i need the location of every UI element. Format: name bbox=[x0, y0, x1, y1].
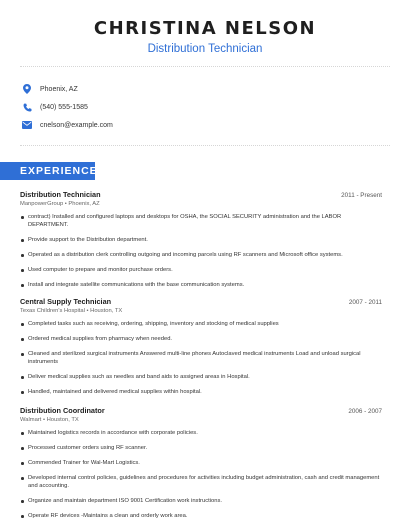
job-title: Central Supply Technician bbox=[20, 297, 112, 306]
job-entry bbox=[20, 190, 382, 296]
job-bullet: Handled, maintained and delivered medical supplies within hospital. bbox=[20, 388, 382, 396]
experience-heading: EXPERIENCE bbox=[0, 162, 95, 180]
candidate-name: CHRISTINA NELSON bbox=[93, 18, 317, 39]
job-dates: 2007 - 2011 bbox=[348, 299, 382, 306]
job-employer: Texas Children's Hospital • Houston, TX bbox=[20, 308, 123, 314]
contact-phone bbox=[22, 98, 113, 116]
job-bullet: Used computer to prepare and monitor purchase orders. bbox=[20, 266, 382, 274]
contact-location bbox=[22, 80, 113, 98]
job-bullets bbox=[20, 320, 382, 396]
job-bullet: Deliver medical supplies such as needles and band aids to assigned areas in Hospital. bbox=[20, 373, 382, 381]
phone-text: (540) 555-1585 bbox=[40, 103, 88, 111]
job-bullet: Processed customer orders using RF scanner. bbox=[20, 444, 382, 452]
candidate-title: Distribution Technician bbox=[147, 43, 263, 55]
job-bullet: Completed tasks such as receiving, ordering, shipping, inventory and stocking of medical supplies bbox=[20, 320, 382, 328]
job-dates: 2011 - Present bbox=[341, 192, 382, 199]
job-title: Distribution Technician bbox=[20, 190, 101, 199]
job-bullet: contract) Installed and configured laptops and desktops for OSHA, the SOCIAL SECURITY administration and the LABOR DEPARTMENT. bbox=[20, 213, 382, 229]
job-bullet: Organize and maintain department ISO 9001 Certification work instructions. bbox=[20, 497, 382, 505]
contact-divider bbox=[20, 145, 390, 146]
job-bullet: Install and integrate satellite communications with the base communication systems. bbox=[20, 281, 382, 289]
job-entry bbox=[20, 297, 382, 403]
job-employer: Walmart • Houston, TX bbox=[20, 417, 79, 423]
phone-icon bbox=[22, 102, 32, 112]
job-bullet: Cleaned and sterilized surgical instruments Answered multi-line phones Autoclaved medical instruments Load and unload surgical instruments bbox=[20, 350, 382, 366]
location-text: Phoenix, AZ bbox=[40, 85, 78, 93]
envelope-icon bbox=[22, 120, 32, 130]
contact-list bbox=[22, 80, 113, 134]
job-bullet: Developed internal control policies, guidelines and procedures for activities including budget administration, cash and credit management and accounting. bbox=[20, 474, 382, 490]
job-title: Distribution Coordinator bbox=[20, 406, 105, 415]
job-bullet: Operated as a distribution clerk controlling outgoing and incoming parcels using RF scanners and Microsoft office systems. bbox=[20, 251, 382, 259]
job-entry bbox=[20, 406, 382, 527]
job-employer: ManpowerGroup • Phoenix, AZ bbox=[20, 201, 100, 207]
job-bullet: Provide support to the Distribution department. bbox=[20, 236, 382, 244]
header-divider bbox=[20, 66, 390, 67]
job-bullet: Ordered medical supplies from pharmacy when needed. bbox=[20, 335, 382, 343]
job-bullets bbox=[20, 429, 382, 520]
job-bullet: Commended Trainer for Wal-Mart Logistics. bbox=[20, 459, 382, 467]
location-pin-icon bbox=[22, 84, 32, 94]
job-dates: 2006 - 2007 bbox=[348, 408, 382, 415]
job-bullets bbox=[20, 213, 382, 289]
email-text: cnelson@example.com bbox=[40, 121, 113, 129]
job-bullet: Operate RF devices -Maintains a clean and orderly work area. bbox=[20, 512, 382, 520]
job-bullet: Maintained logistics records in accordance with corporate policies. bbox=[20, 429, 382, 437]
resume-header bbox=[0, 0, 410, 56]
contact-email bbox=[22, 116, 113, 134]
